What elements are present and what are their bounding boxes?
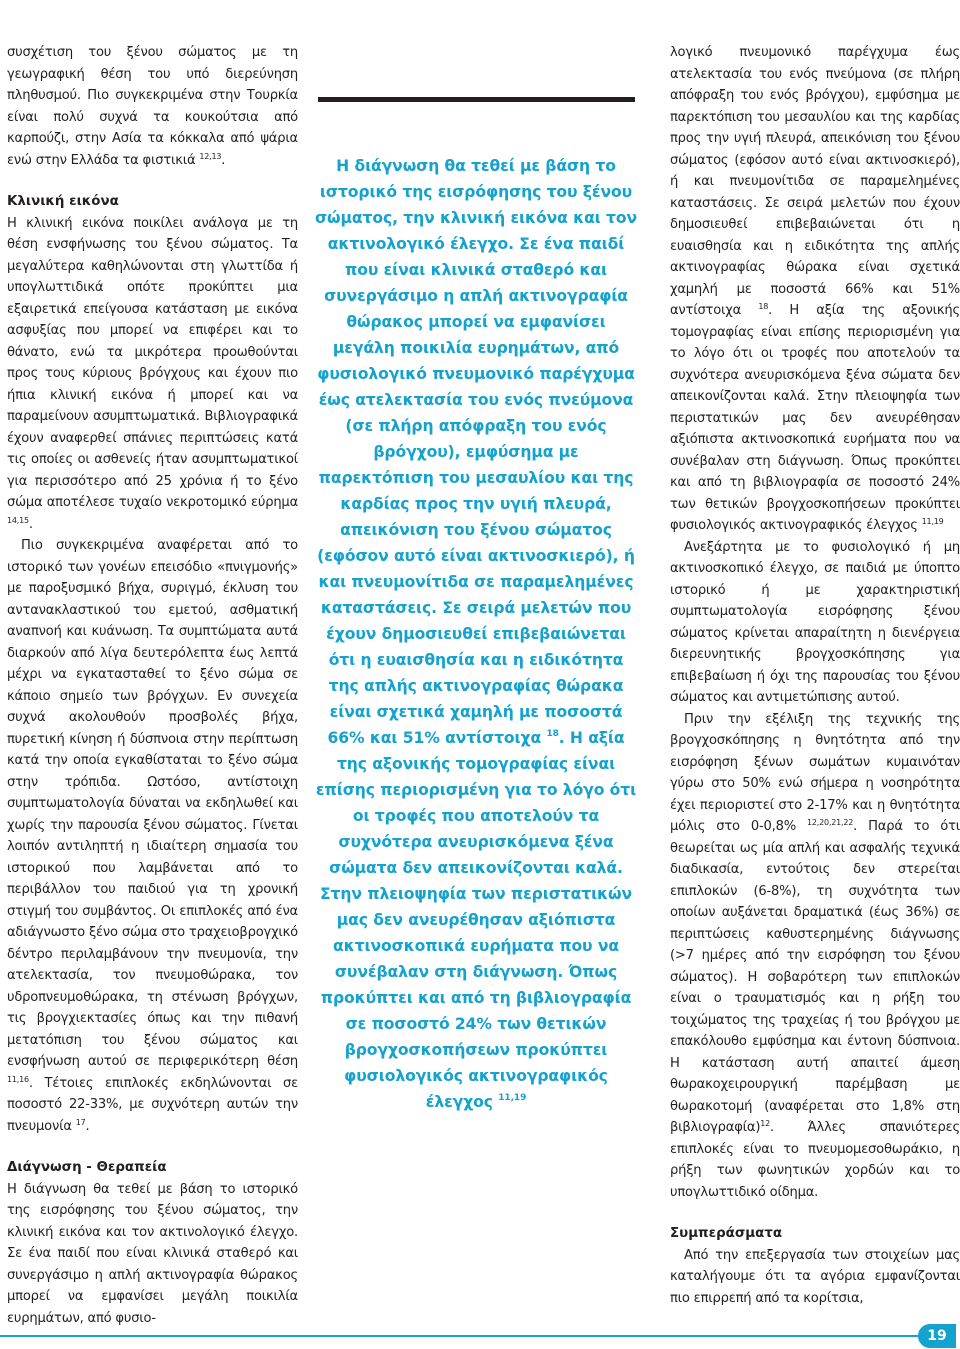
section-heading-conclusions: Συμπεράσματα	[670, 1226, 783, 1241]
section-heading-clinical: Κλινική εικόνα	[7, 194, 119, 209]
right-text-3-mid: . Παρά το ότι θεωρείται ως μία απλή και ασφαλής τεχνικά διαδικασία, εντούτοις δεν στερείται επιπλοκών (6-8%), τη συχνότητα των οποίων αυξάνεται δραματικά (έως 36%) σε περιπτώσεις καθυστερημένης διάγνωσης (>7 ημέρες από την εισρόφηση του ξένου σώματος). Η σοβαρότερη των επιπλοκών είναι ο τραυματισμός και η ρήξη του τοιχώματος της τραχείας ή του βρόγχου με επακόλουθο εμφύσημα και έντονη δύσπνοια. Η κατάσταση αυτή απαιτεί άμεση θωρακοχειρουργική παρέμβαση με θωρακοτομή (αναφέρεται στο 1,8% στη βιβλιογραφία)	[670, 819, 960, 1135]
clinical-text-2-end: .	[85, 1118, 90, 1134]
clinical-text-2-mid: . Τέτοιες επιπλοκές εκδηλώνονται σε ποσοστό 22-33%, με συχνότερη αυτών την πνευμονία	[7, 1075, 298, 1134]
diagnosis-text: Η διάγνωση θα τεθεί με βάση το ιστορικό της εισρόφησης του ξένου σώματος, την κλινική εικόνα και τον ακτινολογικό έλεγχο. Σε ένα παιδί που είναι κλινικά σταθερό και συνεργάσιμο η απλή ακτινογραφία θώρακος μπορεί να εμφανίσει μεγάλη ποικιλία ευρημάτων, από φυσιο-	[7, 1181, 298, 1326]
pull-quote-text: Η διάγνωση θα τεθεί με βάση το ιστορικό της εισρόφησης του ξένου σώματος, την κλινική εικόνα και τον ακτινολογικό έλεγχο. Σε ένα παιδί που είναι κλινικά σταθερό και συνεργάσιμο η απλή ακτινογραφία θώρακος μπορεί να εμφανίσει μεγάλη ποικιλία ευρημάτων, από φυσιολογικό πνευμονικό παρέγχυμα έως ατελεκτασία του ενός πνεύμονα (σε πλήρη απόφραξη του ενός βρόγχου), εμφύσημα με παρεκτόπιση του μεσαυλίου και της καρδίας προς την υγιή πλευρά, απεικόνιση του ξένου σώματος (εφόσον αυτό είναι ακτινοσκιερό), ή και πνευμονίτιδα σε παραμελημένες καταστάσεις. Σε σειρά μελετών που έχουν δημοσιευθεί επιβεβαιώνεται ότι η ευαισθησία και η ειδικότητα της απλής ακτινογραφίας θώρακα είναι σχετικά χαμηλή με ποσοστά 66% και 51% αντίστοιχα	[315, 157, 637, 747]
citation: 12,13	[199, 151, 222, 161]
right-paragraph-1	[670, 42, 960, 537]
citation: 18	[546, 729, 559, 739]
intro-text-end: .	[221, 152, 226, 168]
pull-quote-rule	[318, 97, 635, 102]
conclusions-text: Από την επεξεργασία των στοιχείων μας καταλήγουμε ότι τα αγόρια εμφανίζονται πιο επιρρεπή από τα κορίτσια,	[670, 1247, 960, 1306]
pull-quote-text-2: . Η αξία της αξονικής τομογραφίας είναι επίσης περιορισμένη για το λόγο ότι οι τροφές που αποτελούν τα συχνότερα ανευρισκόμενα ξένα σώματα δεν απεικονίζονται καλά. Στην πλειοψηφία των περιστατικών μας δεν ανευρέθησαν αξιόπιστα ακτινοσκοπικά ευρήματα που να συνέβαλαν στη διάγνωση. Όπως προκύπτει και από τη βιβλιογραφία σε ποσοστό 24% των θετικών βρογχοσκοπήσεων προκύπτει φυσιολογικός ακτινογραφικός έλεγχος	[315, 729, 637, 1111]
citation: 11,19	[921, 517, 944, 526]
citation: 17	[75, 1117, 86, 1127]
right-paragraph-2	[670, 537, 960, 709]
intro-paragraph	[7, 42, 298, 171]
citation: 14,15	[7, 515, 29, 525]
intro-text: συσχέτιση του ξένου σώματος με τη γεωγραφική θέση του υπό διερεύνηση πληθυσμού. Πιο συγκεκριμένα στην Τουρκία είναι πολύ συχνά τα κουκούτσια από καρπούζι, στην Ασία τα κόκκαλα από ψάρια ενώ στην Ελλάδα τα φιστικιά	[7, 45, 298, 168]
right-text-3: Πριν την εξέλιξη της τεχνικής της βρογχοσκόπησης η θνητότητα από την εισρόφηση ξένων σωμάτων κυμαινόταν γύρω στο 50% ενώ σήμερα η νοσηρότητα έχει περιοριστεί στο 2-17% και η θνητότητα μόλις στο 0-0,8%	[670, 711, 960, 834]
section-heading-diagnosis: Διάγνωση - Θεραπεία	[7, 1160, 167, 1175]
right-column	[670, 42, 960, 1309]
clinical-text-1: Η κλινική εικόνα ποικίλει ανάλογα με τη θέση ενσφήνωσης του ξένου σώματος. Τα μεγαλύτερα καθηλώνονται στη γλωττίδα ή υπογλωττιδικά οπότε προκύπτει μια εξαιρετικά επείγουσα κατάσταση με εικόνα ασφυξίας που μπορεί να επιφέρει και το θάνατο, ενώ τα μικρότερα προωθούνται προς τους κύριους βρόγχους και έχουν πιο ήπια κλινική εικόνα ή μπορεί και να παραμείνουν ασυμπτωματικά. Βιβλιογραφικά έχουν αναφερθεί σπάνιες περιπτώσεις κατά τις οποίες οι ασθενείς ήταν ασυμπτωματικοί για περισσότερο από 25 χρόνια ή το ξένο σώμα αποτέλεσε τυχαίο νεκροτομικό εύρημα	[7, 215, 298, 510]
clinical-text-1-end: .	[28, 516, 33, 532]
right-text-1-end: . Η αξία της αξονικής τομογραφίας είναι επίσης περιορισμένη για το λόγο ότι οι τροφές που αποτελούν τα συχνότερα ανευρισκόμενα ξένα σώματα δεν απεικονίζονται καλά. Στην πλειοψηφία των περιστατικών μας δεν ανευρέθησαν αξιόπιστα ακτινοσκοπικά ευρήματα που να συνέβαλαν στη διάγνωση. Όπως προκύπτει και από τη βιβλιογραφία σε ποσοστό 24% των θετικών βρογχοσκοπήσεων προκύπτει φυσιολογικός ακτινογραφικός έλεγχος	[670, 303, 960, 533]
pull-quote	[315, 153, 637, 1115]
citation: 12	[760, 1119, 771, 1128]
conclusions-paragraph	[670, 1245, 960, 1310]
diagnosis-paragraph	[7, 1179, 298, 1330]
citation: 18	[758, 302, 769, 311]
clinical-text-2: Πιο συγκεκριμένα αναφέρεται από το ιστορικό των γονέων επεισόδιο «πνιγμονής» με παροξυσμικό βήχα, συριγμό, έκλυση του αντανακλαστικού του εμετού, ασθματική αναπνοή και κυάνωση. Τα συμπτώματα αυτά διαρκούν από λίγα δευτερόλεπτα έως λεπτά μέχρι να εγκατασταθεί το ξένο σώμα σε κάποιο σημείο των βρόγχων. Εν συνεχεία συχνά ακολουθούν προσβολές βήχα, πυρετική κίνηση ή δύσπνοια στην περίπτωση κατά την οποία εγκαθίσταται το ξένο σώμα στην τρόπιδα. Ωστόσο, αντίστοιχη συμπτωματολογία δύναται να εκδηλωθεί και χωρίς την παρουσία ξένου σώματος. Γίνεται λοιπόν αντιληπτή η ιδιαίτερη σημασία του ιστορικού που λαμβάνεται από το περιβάλλον του παιδιού για τη χρονική στιγμή του συμβάντος. Οι επιπλοκές από ένα αδιάγνωστο ξένο σώμα στο τραχειοβρογχικό δέντρο περιλαμβάνουν την πνευμονία, την ατελεκτασία, τον πνευμοθώρακα, τον υδροπνευμοθώρακα, τη στένωση βρόγχων, τις βρογχιεκτασίες όπως και την πιθανή μετατόπιση του ξένου σώματος και ενσφήνωση αυτού σε περιφερικότερη θέση	[7, 538, 298, 1069]
citation: 11,16	[7, 1074, 29, 1084]
clinical-paragraph-2	[7, 535, 298, 1137]
clinical-paragraph-1	[7, 213, 298, 536]
right-paragraph-3	[670, 709, 960, 1204]
footer-rule	[0, 1335, 920, 1337]
left-column	[7, 42, 298, 1329]
citation: 12,20,21,22	[807, 818, 854, 827]
page-number: 19	[918, 1324, 956, 1348]
citation: 11,19	[498, 1093, 527, 1103]
right-text-2: Ανεξάρτητα με το φυσιολογικό ή μη ακτινοσκοπικό έλεγχο, σε παιδιά με ύποπτο ιστορικό ή με χαρακτηριστική συμπτωματολογία εισρόφησης ξένου σώματος κρίνεται απαραίτητη η διενέργεια διερευνητικής βρογχοσκόπησης για επιβεβαίωση ή όχι της παρουσίας του ξένου σώματος και αντιμετώπισης αυτού.	[670, 539, 960, 705]
right-text-1: λογικό πνευμονικό παρέγχυμα έως ατελεκτασία του ενός πνεύμονα (σε πλήρη απόφραξη του ενός βρόγχου), εμφύσημα με παρεκτόπιση του μεσαυλίου και της καρδίας προς την υγιή πλευρά, απεικόνιση του ξένου σώματος (εφόσον αυτό είναι ακτινοσκιερό), ή και πνευμονίτιδα σε παραμελημένες καταστάσεις. Σε σειρά μελετών που έχουν δημοσιευθεί επιβεβαιώνεται ότι η ευαισθησία και η ειδικότητα της απλής ακτινογραφίας θώρακα είναι σχετικά χαμηλή με ποσοστά 66% και 51% αντίστοιχα	[670, 45, 960, 318]
right-text-3-end: . Άλλες σπανιότερες επιπλοκές είναι το πνευμομεσοθωράκιο, η ρήξη των φωνητικών χορδών και το υπογλωττιδικό οίδημα.	[670, 1120, 960, 1200]
